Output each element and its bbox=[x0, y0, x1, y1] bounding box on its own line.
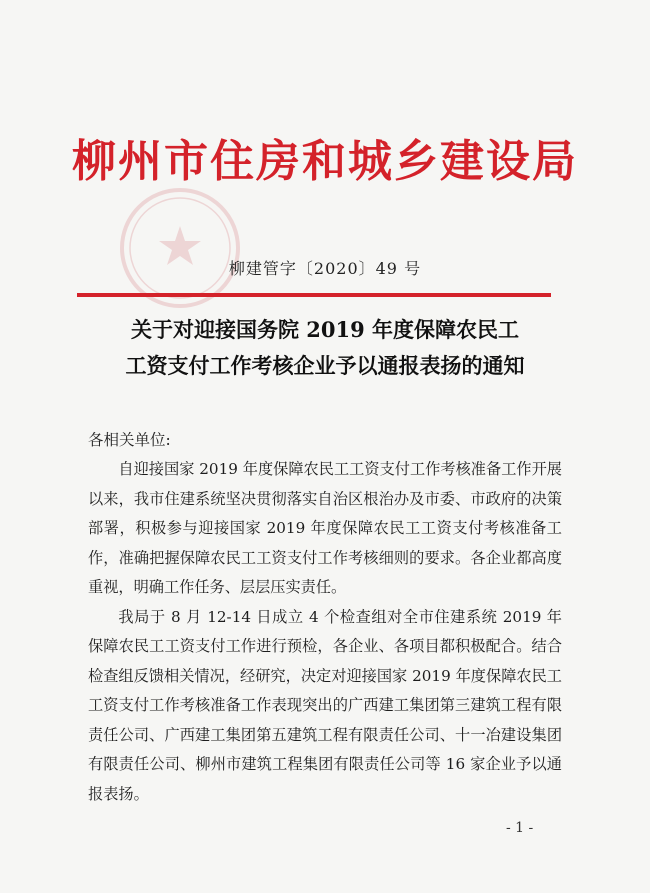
notice-title bbox=[0, 312, 650, 384]
page-number: - 1 - bbox=[506, 820, 534, 836]
title-line: 工资支付工作考核企业予以通报表扬的通知 bbox=[125, 353, 525, 378]
red-divider bbox=[77, 293, 551, 297]
paragraph: 自迎接国家 2019 年度保障农民工工资支付工作考核准备工作开展以来，我市住建系统坚决贯彻落实自治区根治办及市委、市政府的决策部署，积极参与迎接国家 2019 年度保障农民工工资支付考核准备工作，准确把握保障农民工工资支付工作考核细则的要求。各企业都高度重视，明确工作任务、层层压实责任。 bbox=[88, 460, 562, 596]
body-text bbox=[88, 455, 562, 809]
official-seal bbox=[118, 186, 242, 310]
letterhead-title: 柳州市住房和城乡建设局 bbox=[72, 136, 578, 187]
salutation: 各相关单位: bbox=[88, 431, 171, 449]
paragraph: 我局于 8 月 12-14 日成立 4 个检查组对全市住建系统 2019 年保障农民工工资支付工作进行预检，各企业、各项目都积极配合。结合检查组反馈相关情况，经研究，决定对迎接国家 2019 年度保障农民工工资支付工作考核准备工作表现突出的广西建工集团第三建筑工程有限责任公司、广西建工集团第五建筑工程有限责任公司、十一冶建设集团有限责任公司、柳州市建筑工程集团有限责任公司等 16 家企业予以通报表扬。 bbox=[88, 607, 562, 803]
title-line: 关于对迎接国务院 2019 年度保障农民工 bbox=[130, 317, 520, 342]
document-number: 柳建管字〔2020〕49 号 bbox=[228, 259, 422, 278]
